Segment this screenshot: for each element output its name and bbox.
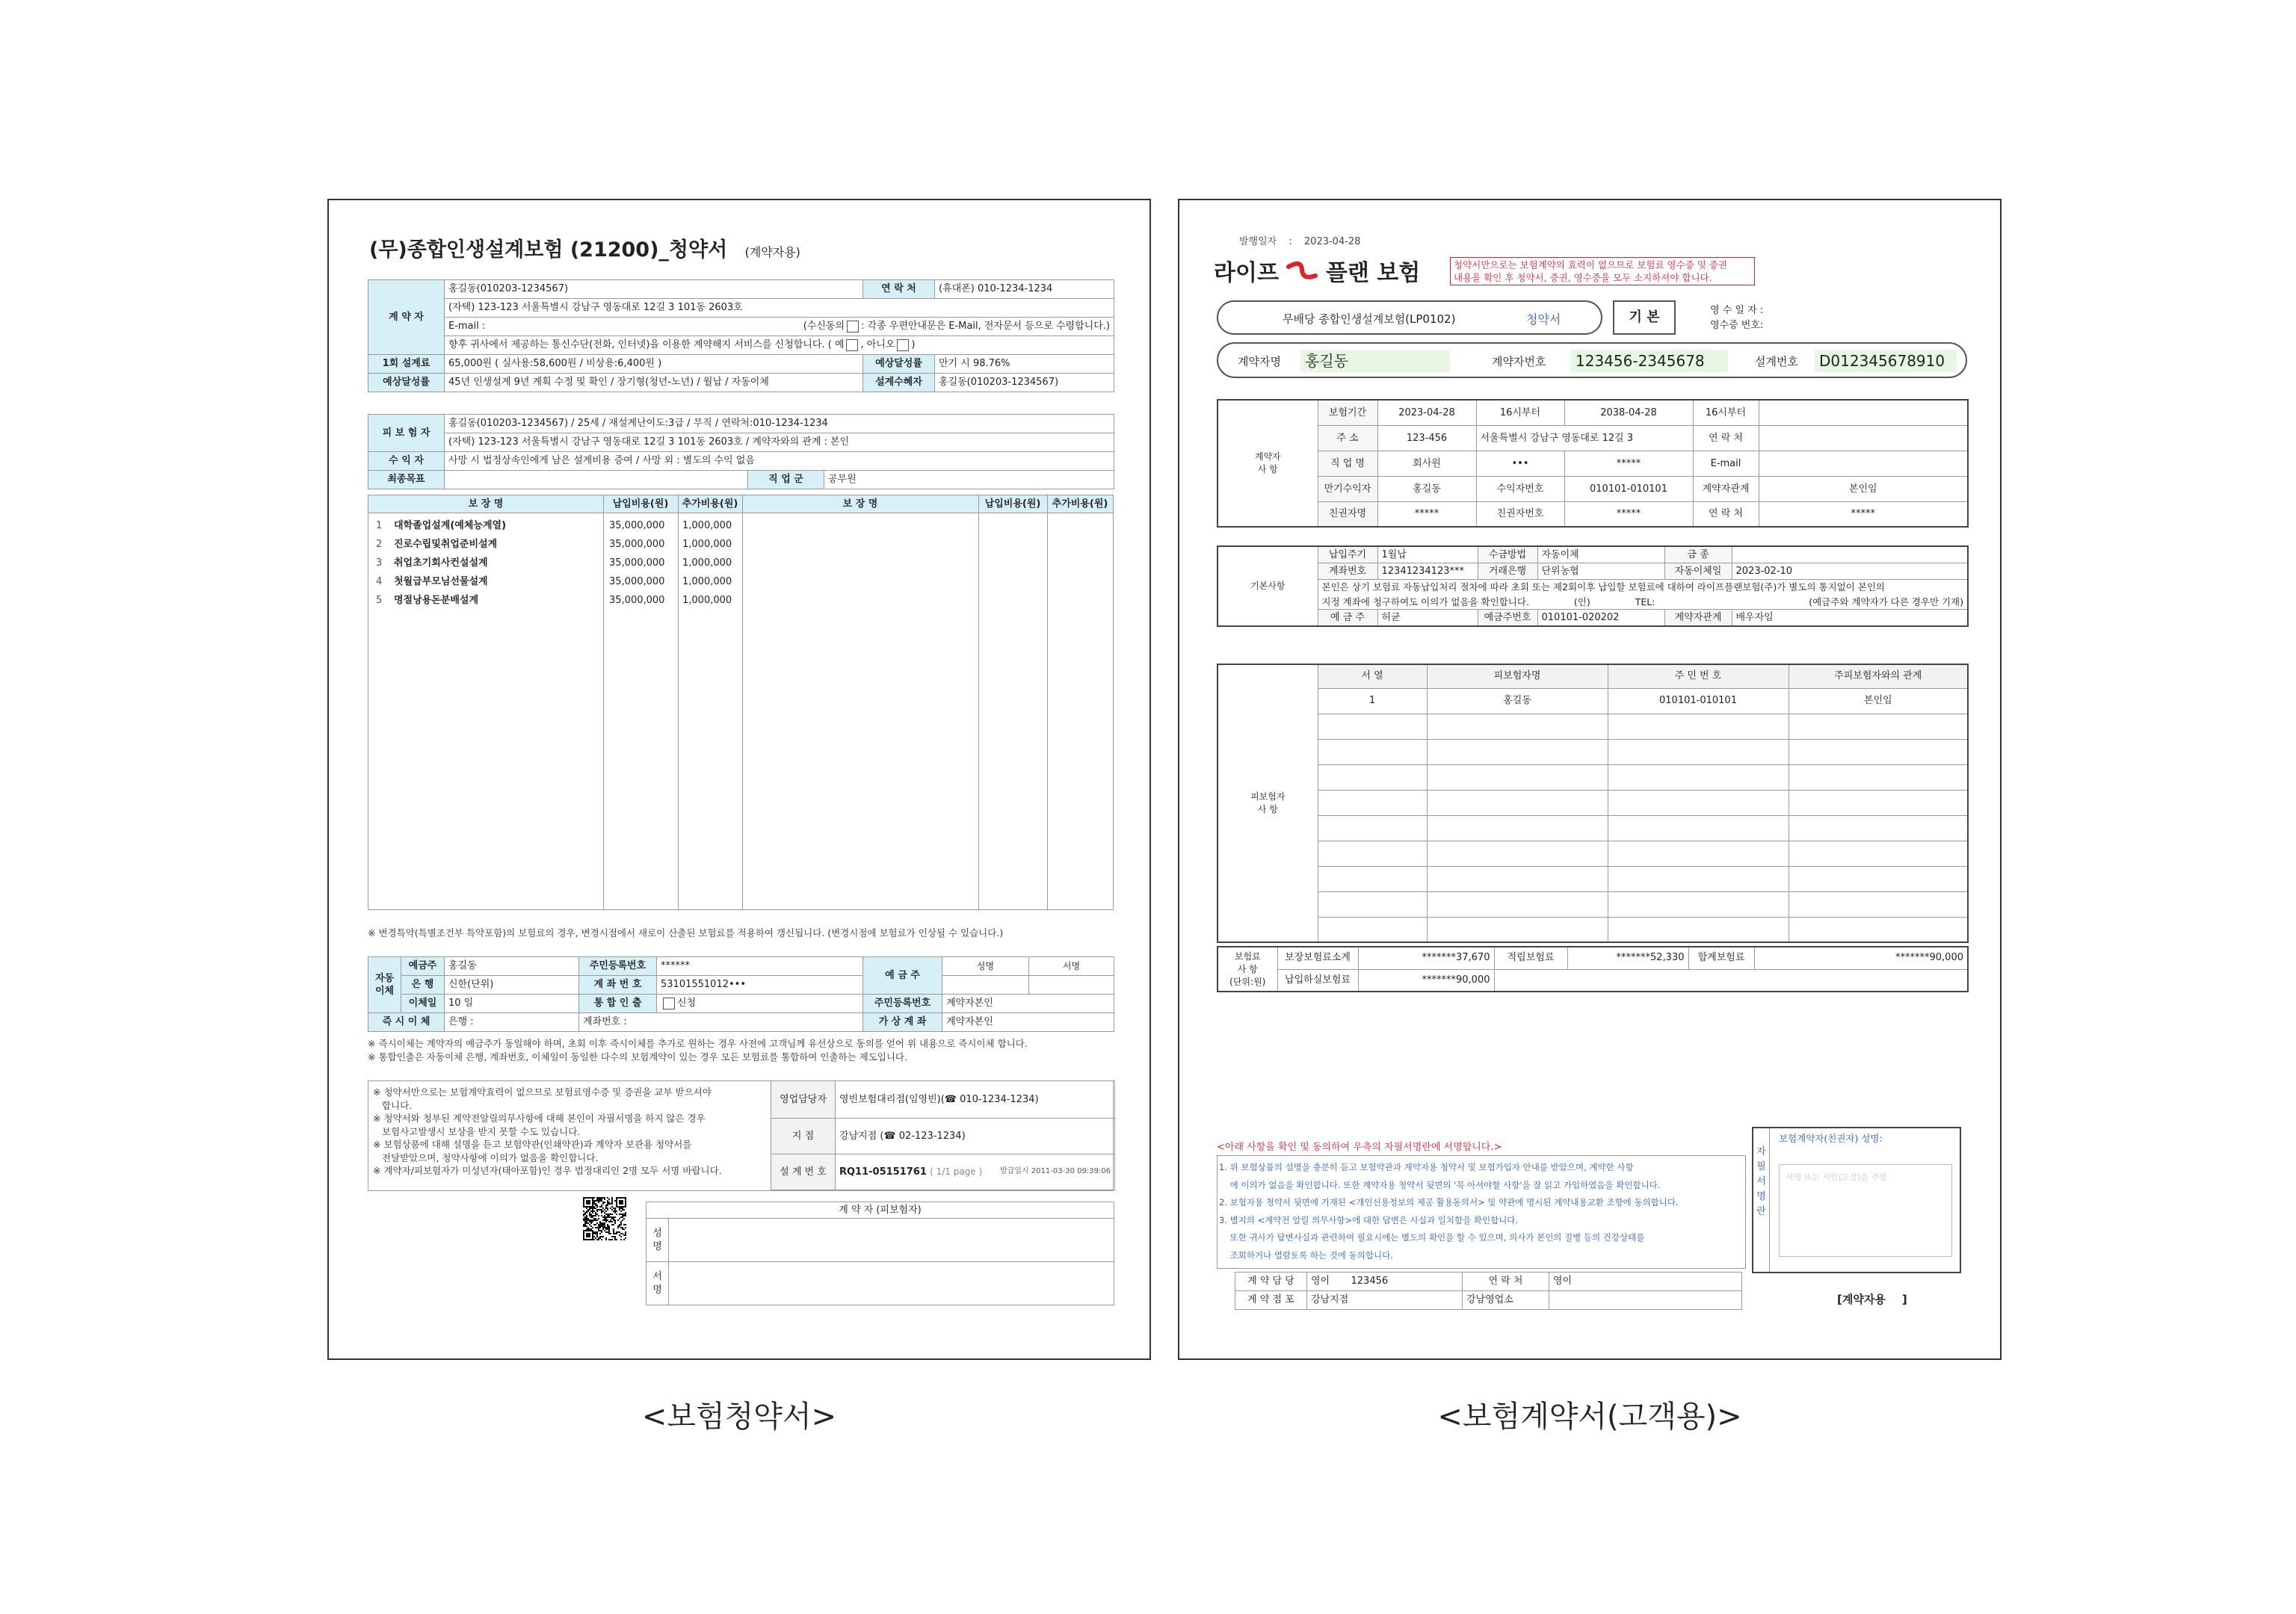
bank-value: 단위농협 — [1537, 563, 1664, 580]
payer-id-value: ****** — [657, 957, 863, 976]
savings-premium-value: *******52,330 — [1567, 947, 1688, 969]
insured-empty-cell — [1318, 841, 1427, 866]
coverage-name: 취업초기회사컨설설계 — [394, 557, 488, 569]
contractor-row-label: 만기수익자 — [1318, 476, 1377, 501]
coverage-row — [368, 591, 742, 610]
coverage-h-name: 보 장 명 — [468, 498, 504, 510]
coverage-name: 명절낭용돈분배설계 — [394, 595, 479, 606]
insured-empty-cell — [1318, 891, 1427, 917]
product-name: 무배당 종합인생설계보험(LP0102) — [1283, 312, 1456, 326]
bar-design-no-label: 설계번호 — [1755, 355, 1798, 368]
page-indicator: ( 1/1 page ) — [930, 1166, 983, 1177]
insured-info: 홍길동(010203-1234567) / 25세 / 재설계난이도:3급 / 무직 / 연락처:010-1234-1234 — [445, 415, 1114, 433]
job-value: 공무원 — [824, 471, 1114, 489]
footer-tag-end: ] — [1901, 1293, 1907, 1306]
signature-table — [646, 1202, 1114, 1305]
branch-label: 지 점 — [771, 1119, 836, 1154]
insured-empty-cell — [1608, 815, 1789, 841]
empty-cell — [1494, 969, 1968, 992]
confirm-line: 2. 보험자용 청약서 뒷면에 기재된 <개인신용정보의 제공 활용동의서> 및 약관에 명시된 계약내용교환 조항에 동의합니다. — [1219, 1197, 1679, 1208]
logo-text-left: 라이프 — [1214, 260, 1279, 286]
contractor-row-value — [1759, 451, 1968, 476]
signature-name-field[interactable] — [669, 1219, 1114, 1262]
insured-empty-cell — [1608, 841, 1789, 866]
consent-note: (예금주와 계약자가 다른 경우만 기재) — [1809, 596, 1963, 607]
premium-section — [1217, 946, 1969, 992]
contractor-row-value: 010101-010101 — [1564, 476, 1693, 501]
depositor-no-value: 010101-020202 — [1537, 610, 1664, 627]
insured-cell: 본인임 — [1789, 688, 1968, 714]
contractor-row-label: 친권자명 — [1318, 501, 1377, 527]
instant-transfer-note: ※ 즉시이체는 계약자의 예금주가 동일해야 하며, 초회 이후 즉시이체를 추가로 원하는 경우 사전에 고객님께 유선상으로 동의를 얻어 위 내용으로 즉시이체 합니다. — [368, 1038, 1028, 1049]
issue-date-label: 발행일자 — [1239, 236, 1277, 247]
coverage-extra: 1,000,000 — [682, 576, 732, 587]
insured-empty-cell — [1427, 866, 1608, 891]
contractor-row-label: 16시부터 — [1476, 400, 1564, 425]
contractor-row-value: 2023-04-28 — [1377, 400, 1476, 425]
agent-store-value: 강남지점 — [1307, 1291, 1463, 1310]
depositor-no-label: 예금주번호 — [1478, 610, 1537, 627]
insured-empty-cell — [1608, 790, 1789, 815]
notice-line: 보험사고발생시 보상을 받지 못할 수도 있습니다. — [373, 1125, 581, 1137]
coverage-extra: 1,000,000 — [682, 557, 732, 569]
merge-note: ※ 통합인출은 자동이체 은행, 계좌번호, 이체일이 동일한 다수의 보험계약이 있는 경우 모든 보험료를 통합하여 인출하는 제도입니다. — [368, 1051, 907, 1063]
depositor-label: 예 금 주 — [863, 957, 942, 995]
bank-label: 은 행 — [401, 976, 445, 995]
agent-manager-label: 계 약 담 당 — [1235, 1273, 1307, 1291]
depositor-sign-field[interactable] — [1029, 976, 1114, 995]
manager-value: 영빈보험대리점(임영빈)(☎ 010-1234-1234) — [836, 1081, 1115, 1119]
goal-value: 45년 인생설계 9년 계획 수정 및 확인 / 장기형(청년-노년) / 월납 / 자동이체 — [445, 374, 863, 392]
transfer-date-label: 자동이체일 — [1664, 563, 1732, 580]
insured-header: 서 열 — [1318, 664, 1427, 688]
insured-empty-cell — [1608, 714, 1789, 739]
insured-empty-cell — [1318, 714, 1427, 739]
collect-method-value: 자동이체 — [1537, 546, 1664, 563]
contractor-row-value: ***** — [1759, 501, 1968, 527]
agent-table — [771, 1080, 1115, 1190]
designer-value: 홍길동(010203-1234567) — [935, 374, 1114, 392]
coverage-row — [368, 516, 742, 535]
insured-header: 피보험자명 — [1427, 664, 1608, 688]
col-divider — [978, 495, 979, 909]
cancel-service-row — [445, 336, 1114, 355]
bar-contractor-value: 홍길동 — [1300, 350, 1450, 372]
account-no-label: 계좌번호 — [1318, 563, 1377, 580]
agent-office-value: 강남영업소 — [1463, 1291, 1549, 1310]
form-title-text: (무)종합인생설계보험 (21200)_청약서 — [369, 238, 728, 262]
renewal-note: ※ 변경특약(특별조건부 특약포함)의 보험료의 경우, 변경시점에서 새로이 산출된 보험료를 적용하여 갱신됩니다. (변경시점에 보험료가 인상될 수 있습니다.) — [368, 927, 1004, 939]
contractor-row-label: E-mail — [1693, 451, 1759, 476]
receipt-info — [1710, 303, 1763, 333]
instant-bank: 은행 : — [445, 1013, 579, 1032]
depositor-sign-header: 서명 — [1029, 957, 1114, 976]
contractor-row-value: ***** — [1377, 501, 1476, 527]
consent-seal: (인) — [1573, 596, 1590, 607]
coverage-no: 1 — [376, 520, 383, 531]
insurance-contract-form — [1178, 199, 2002, 1360]
contractor-row-value — [1759, 425, 1968, 451]
bar-contract-no-label: 계약자번호 — [1492, 355, 1546, 368]
consent-text-2: : 각종 우편안내문은 E-Mail, 전자문서 등으로 수령합니다.) — [861, 321, 1110, 332]
pay-cycle-value: 1월납 — [1377, 546, 1478, 563]
consent-tel: TEL: — [1635, 596, 1655, 607]
coverage-pay: 35,000,000 — [609, 557, 665, 569]
premium-side-label: 보험료 사 항 (단위:원) — [1218, 947, 1277, 992]
insured-empty-cell — [1789, 714, 1968, 739]
form-title-suffix: (계약자용) — [744, 245, 800, 259]
company-logo — [1214, 254, 1420, 287]
final-goal-value — [445, 471, 748, 489]
contractor-row-label: 주 소 — [1318, 425, 1377, 451]
issue-date: 발행일자 : 2023-04-28 — [1239, 236, 1361, 247]
consent-checkbox[interactable] — [847, 321, 859, 333]
contractor-row-label: 친권자번호 — [1476, 501, 1564, 527]
insured-empty-cell — [1427, 739, 1608, 764]
contractor-row-label: ••• — [1476, 451, 1564, 476]
day-value: 10 일 — [445, 995, 579, 1013]
coverage-no: 2 — [376, 539, 383, 550]
signature-side-label: 자 필 서 명 란 — [1753, 1128, 1770, 1272]
signature-field[interactable] — [1779, 1164, 1952, 1257]
contractor-row-value: 서울특별시 강남구 영동대로 12길 3 — [1476, 425, 1693, 451]
coverage-name: 진로수립및취업준비설계 — [394, 539, 498, 550]
savings-premium-label: 적립보험료 — [1494, 947, 1567, 969]
confirm-line: 1. 위 보험상품의 설명을 충분히 듣고 보험약관과 계약자용 청약서 및 보험가입자 안내를 받았으며, 계약한 사항 — [1219, 1162, 1634, 1172]
validity-notice: 청약서만으로는 보험계약의 효력이 없으므로 보험료 영수증 및 증권 내용을 확인 후 청약서, 증권, 영수증을 모두 소지하셔야 합니다. — [1450, 257, 1755, 285]
coverage-no: 4 — [376, 576, 383, 587]
contractor-contact-label: 연 락 처 — [863, 280, 935, 299]
notice-agent-box — [368, 1080, 1114, 1191]
coverage-extra: 1,000,000 — [682, 539, 732, 550]
contractor-side-label: 계약자 사 항 — [1218, 400, 1318, 527]
coverage-no: 5 — [376, 595, 383, 606]
auto-transfer-table — [368, 956, 1114, 1032]
form-title — [369, 233, 800, 262]
contractor-row-label: 16시부터 — [1693, 400, 1759, 425]
design-no-cell — [836, 1154, 1115, 1190]
insured-empty-cell — [1608, 866, 1789, 891]
agent-contact-value: 영이 — [1549, 1273, 1742, 1291]
consent-line-2-row — [1318, 595, 1968, 610]
contractor-contact-value: (휴대폰) 010-1234-1234 — [935, 280, 1114, 299]
product-pill — [1217, 300, 1602, 335]
signature-box — [1752, 1127, 1961, 1273]
rate-value: 만기 시 98.76% — [935, 355, 1114, 374]
signature-name-label: 성 명 — [646, 1219, 669, 1262]
qr-code-icon — [583, 1197, 626, 1240]
coverage-h-pay-2: 납입비용(원) — [984, 498, 1041, 510]
insured-empty-cell — [1318, 815, 1427, 841]
issue-date-value: 2023-04-28 — [1303, 236, 1361, 247]
insured-empty-cell — [1318, 866, 1427, 891]
coverage-pay: 35,000,000 — [609, 520, 665, 531]
contract-summary-bar — [1217, 342, 1967, 378]
merge-checkbox[interactable] — [663, 998, 675, 1009]
job-label: 직 업 군 — [748, 471, 824, 489]
auto-transfer-label: 자동 이체 — [368, 957, 401, 1013]
coverage-h-pay: 납입비용(원) — [612, 498, 669, 510]
consent-line-2: 지정 계좌에 청구하여도 이의가 없음을 확인합니다. — [1321, 596, 1529, 607]
col-divider — [1047, 495, 1048, 909]
logo-text-right: 플랜 보험 — [1325, 260, 1421, 286]
contractor-name: 홍길동(010203-1234567) — [445, 280, 863, 299]
bar-contract-no-value: 123456-2345678 — [1571, 350, 1728, 372]
agent-manager-value: 영이 — [1307, 1273, 1348, 1291]
caption-left: <보험청약서> — [641, 1400, 837, 1434]
basic-section — [1217, 545, 1969, 627]
insured-table — [368, 414, 1114, 489]
issued-timestamp: 발급일시 2011-03-30 09:39:06 — [999, 1167, 1111, 1175]
final-goal-label: 최종목표 — [368, 471, 445, 489]
insured-empty-cell — [1789, 790, 1968, 815]
insurance-application-form — [327, 199, 1151, 1360]
bank-label: 거래은행 — [1478, 563, 1537, 580]
amount-label: 금 종 — [1664, 546, 1732, 563]
insured-empty-cell — [1789, 866, 1968, 891]
insured-empty-cell — [1427, 917, 1608, 942]
coverage-premium-value: *******37,670 — [1358, 947, 1494, 969]
logo-swoosh-icon — [1286, 261, 1318, 283]
coverage-pay: 35,000,000 — [609, 595, 665, 606]
coverage-h-extra: 추가비용(원) — [682, 498, 738, 510]
contractor-row-label: 연 락 처 — [1693, 501, 1759, 527]
coverage-pay: 35,000,000 — [609, 576, 665, 587]
account-label: 계 좌 번 호 — [579, 976, 657, 995]
confirm-line: 또한 귀사가 답변사실과 관련하여 필요시에는 별도의 확인을 할 수 있으며, 의사가 본인의 질병 등의 건강상태를 — [1219, 1232, 1645, 1243]
basic-side-label: 기본사항 — [1218, 546, 1318, 626]
cancel-service-text: 향후 귀사에서 제공하는 통신수단(전화, 인터넷)을 이용한 계약해지 서비스를 신청합니다. ( 예 — [448, 339, 845, 350]
col-divider — [742, 495, 743, 909]
coverage-table — [368, 495, 1114, 910]
basic-badge: 기 본 — [1613, 300, 1676, 335]
pay-cycle-label: 납입주기 — [1318, 546, 1377, 563]
collect-method-label: 수금방법 — [1478, 546, 1537, 563]
instant-label: 즉 시 이 체 — [368, 1013, 445, 1032]
merge-label: 통 합 인 출 — [579, 995, 657, 1013]
payer-id-label: 주민등록번호 — [579, 957, 657, 976]
beneficiary-value: 사망 시 법정상속인에게 남은 설계비용 증여 / 사망 외 : 별도의 수익 없음 — [445, 452, 1114, 471]
insured-empty-cell — [1789, 815, 1968, 841]
virtual-account-label: 가 상 계 좌 — [863, 1013, 942, 1032]
payer-value: 홍길동 — [445, 957, 579, 976]
insured-empty-cell — [1427, 714, 1608, 739]
contractor-row-value: 본인임 — [1759, 476, 1968, 501]
insured-empty-cell — [1608, 764, 1789, 790]
instant-account: 계좌번호 : — [579, 1013, 863, 1032]
contractor-table — [368, 279, 1114, 392]
signature-title: 보험계약자(친권자) 성명: — [1779, 1133, 1883, 1144]
depositor-name-field[interactable] — [942, 976, 1029, 995]
insured-empty-cell — [1789, 739, 1968, 764]
confirm-line: 3. 별지의 <계약전 알릴 의무사항>에 대한 답변은 사실과 일치함을 확인합니다. — [1219, 1214, 1519, 1225]
insured-empty-cell — [1427, 764, 1608, 790]
depositor-label: 예 금 주 — [1318, 610, 1377, 627]
bar-contractor-label: 계약자명 — [1238, 355, 1281, 368]
contractor-row-value: 홍길동 — [1377, 476, 1476, 501]
notice-line: ※ 계약자/피보험자가 미성년자(태아포함)인 경우 법정대리인 2명 모두 서명 바랍니다. — [373, 1165, 722, 1176]
receipt-date: 영 수 일 자 : — [1710, 305, 1764, 316]
merge-value: 신청 — [677, 998, 697, 1009]
contractor-row-value: ***** — [1564, 501, 1693, 527]
insured-empty-cell — [1318, 764, 1427, 790]
payable-premium-label: 납입하실보험료 — [1277, 969, 1358, 992]
insured-cell: 1 — [1318, 688, 1427, 714]
coverage-extra: 1,000,000 — [682, 595, 732, 606]
confirm-line: 에 이의가 없음을 확인합니다. 또한 계약자용 청약서 뒷면의 '꼭 아셔야할 사항'을 잘 읽고 가입하였음을 확인합니다. — [1219, 1179, 1661, 1190]
amount-value — [1732, 546, 1968, 563]
signature-header: 계 약 자 (피보험자) — [646, 1202, 1114, 1219]
insured-empty-cell — [1789, 841, 1968, 866]
insured-empty-cell — [1789, 764, 1968, 790]
manager-label: 영업담당자 — [771, 1081, 836, 1119]
insured-empty-cell — [1608, 891, 1789, 917]
cancel-service-end: ) — [911, 339, 916, 350]
coverage-h-name-2: 보 장 명 — [842, 498, 878, 510]
design-no-label: 설 계 번 호 — [771, 1154, 836, 1190]
insured-empty-cell — [1427, 790, 1608, 815]
contractor-row-label: 연 락 처 — [1693, 425, 1759, 451]
insured-side-label: 피보험자 사 항 — [1218, 664, 1318, 942]
coverage-name: 첫월급부모님선물설계 — [394, 576, 488, 587]
total-premium-label: 합계보험료 — [1688, 947, 1754, 969]
insured-section — [1217, 664, 1969, 943]
payable-premium-value: *******90,000 — [1358, 969, 1494, 992]
depositor-relation-label: 계약자관계 — [1664, 610, 1732, 627]
branch-value: 강남지점 (☎ 02-123-1234) — [836, 1119, 1115, 1154]
product-tag: 청약서 — [1526, 312, 1561, 327]
no-text: , 아니오 — [860, 339, 895, 350]
contractor-row-label: 계약자관계 — [1693, 476, 1759, 501]
contractor-row-value: 2038-04-28 — [1564, 400, 1693, 425]
contractor-row-label: 보험기간 — [1318, 400, 1377, 425]
signature-sign-field[interactable] — [669, 1262, 1114, 1305]
coverage-h-extra-2: 추가비용(원) — [1052, 498, 1108, 510]
coverage-row — [368, 572, 742, 591]
insured-empty-cell — [1427, 841, 1608, 866]
contractor-address: (자택) 123-123 서울특별시 강남구 영동대로 12길 3 101동 2603호 — [445, 299, 1114, 318]
coverage-extra: 1,000,000 — [682, 520, 732, 531]
caption-right: <보험계약서(고객용)> — [1437, 1400, 1742, 1434]
account-value: 53101551012••• — [657, 976, 863, 995]
rate-label: 예상달성률 — [863, 355, 935, 374]
contractor-section — [1217, 399, 1969, 528]
signature-placeholder: 서명 또는 서인(도장)을 주함 — [1786, 1172, 1887, 1182]
footer-tag-text: [계약자용 — [1837, 1293, 1886, 1306]
insured-empty-cell — [1789, 891, 1968, 917]
consent-text: (수신동의 — [803, 321, 845, 332]
insured-label: 피 보 험 자 — [368, 415, 445, 452]
total-premium-value: *******90,000 — [1754, 947, 1968, 969]
insured-header: 주 민 번 호 — [1608, 664, 1789, 688]
day-label: 이체일 — [401, 995, 445, 1013]
insured-empty-cell — [1608, 917, 1789, 942]
insured-empty-cell — [1427, 815, 1608, 841]
contractor-label: 계 약 자 — [368, 280, 445, 355]
payer-label: 예금주 — [401, 957, 445, 976]
merge-value-cell — [657, 995, 863, 1013]
premium-value: 65,000원 ( 실사용:58,600원 / 비상용:6,400원 ) — [445, 355, 863, 374]
depositor-name-header: 성명 — [942, 957, 1029, 976]
coverage-no: 3 — [376, 557, 383, 569]
designer-label: 설계수혜자 — [863, 374, 935, 392]
insured-empty-cell — [1318, 790, 1427, 815]
idno-value: 계약자본인 — [942, 995, 1114, 1013]
no-checkbox[interactable] — [897, 339, 909, 351]
bank-value: 신한(단위) — [445, 976, 579, 995]
confirm-list — [1219, 1159, 1679, 1264]
coverage-row — [368, 554, 742, 572]
insured-empty-cell — [1318, 739, 1427, 764]
agent-empty — [1549, 1291, 1742, 1310]
coverage-pay: 35,000,000 — [609, 539, 665, 550]
agent-store-label: 계 약 점 포 — [1235, 1291, 1307, 1310]
transfer-date-value: 2023-02-10 — [1732, 563, 1968, 580]
coverage-premium-label: 보장보험료소계 — [1277, 947, 1358, 969]
notice-line: 전달받았으며, 청약사항에 이의가 없음을 확인합니다. — [373, 1151, 599, 1163]
notice-line: ※ 청약서와 청부된 계약전알릴의무사항에 대해 본인이 자필서명을 하지 않은 경우 — [373, 1113, 706, 1124]
insured-cell: 010101-010101 — [1608, 688, 1789, 714]
confirm-box — [1217, 1155, 1746, 1269]
confirm-line: 조회하거나 열람토록 하는 것에 동의합니다. — [1219, 1249, 1393, 1261]
contractor-row-value: 123-456 — [1377, 425, 1476, 451]
contractor-row-value: ***** — [1564, 451, 1693, 476]
notice-line: ※ 보험상품에 대해 설명을 듣고 보험약관(인쇄약관)과 계약자 보관용 청약서를 — [373, 1139, 692, 1150]
agent-contact-label: 연 락 처 — [1463, 1273, 1549, 1291]
notice-list — [373, 1086, 762, 1178]
insured-address: (자택) 123-123 서울특별시 강남구 영동대로 12길 3 101동 2603호 / 계약자와의 관계 : 본인 — [445, 433, 1114, 452]
idno-label: 주민등록번호 — [863, 995, 942, 1013]
insured-empty-cell — [1318, 917, 1427, 942]
account-no-value: 12341234123*** — [1377, 563, 1478, 580]
depositor-value: 허균 — [1377, 610, 1478, 627]
contractor-row-label: 수익자번호 — [1476, 476, 1564, 501]
virtual-account-value: 계약자본인 — [942, 1013, 1114, 1032]
confirm-title: <아래 사항을 확인 및 동의하여 우측의 자필서명란에 서명합니다.> — [1217, 1142, 1502, 1153]
insured-header: 주피보험자와의 관계 — [1789, 664, 1968, 688]
contractor-row-value: 회사원 — [1377, 451, 1476, 476]
insured-empty-cell — [1427, 891, 1608, 917]
insured-cell: 홍길동 — [1427, 688, 1608, 714]
goal-label: 예상달성률 — [368, 374, 445, 392]
signature-sign-label: 서 명 — [646, 1262, 669, 1305]
coverage-row — [368, 535, 742, 554]
notice-line: 합니다. — [373, 1099, 413, 1111]
coverage-rows — [368, 516, 742, 610]
contractor-row-value — [1759, 400, 1968, 425]
contractor-email-row — [445, 318, 1114, 336]
contractor-row-label: 직 업 명 — [1318, 451, 1377, 476]
design-no-value: RQ11-05151761 — [839, 1166, 927, 1178]
coverage-name: 대학졸업설계(예체능계열) — [394, 520, 507, 531]
footer-tag — [1837, 1291, 1907, 1307]
agent-manager-code: 123456 — [1348, 1273, 1463, 1291]
premium-label: 1회 설계료 — [368, 355, 445, 374]
bar-design-no-value: D012345678910 — [1815, 350, 1957, 372]
beneficiary-label: 수 익 자 — [368, 452, 445, 471]
contract-agent-table — [1235, 1272, 1742, 1310]
depositor-relation-value: 배우자임 — [1732, 610, 1968, 627]
email-label: E-mail : — [448, 321, 486, 332]
insured-empty-cell — [1789, 917, 1968, 942]
receipt-no: 영수증 번호: — [1710, 320, 1764, 331]
yes-checkbox[interactable] — [846, 339, 858, 351]
insured-empty-cell — [1608, 739, 1789, 764]
notice-line: ※ 청약서만으로는 보험계약효력이 없으므로 보험료영수증 및 증권을 교부 받으셔야 — [373, 1086, 712, 1098]
consent-line-1: 본인은 상기 보험료 자동납입처리 절차에 따라 초회 또는 제2회이후 납입할 보험료에 대하여 라이프플랜보험(주)가 별도의 통지없이 본인의 — [1318, 580, 1968, 595]
email-consent — [803, 318, 1110, 336]
